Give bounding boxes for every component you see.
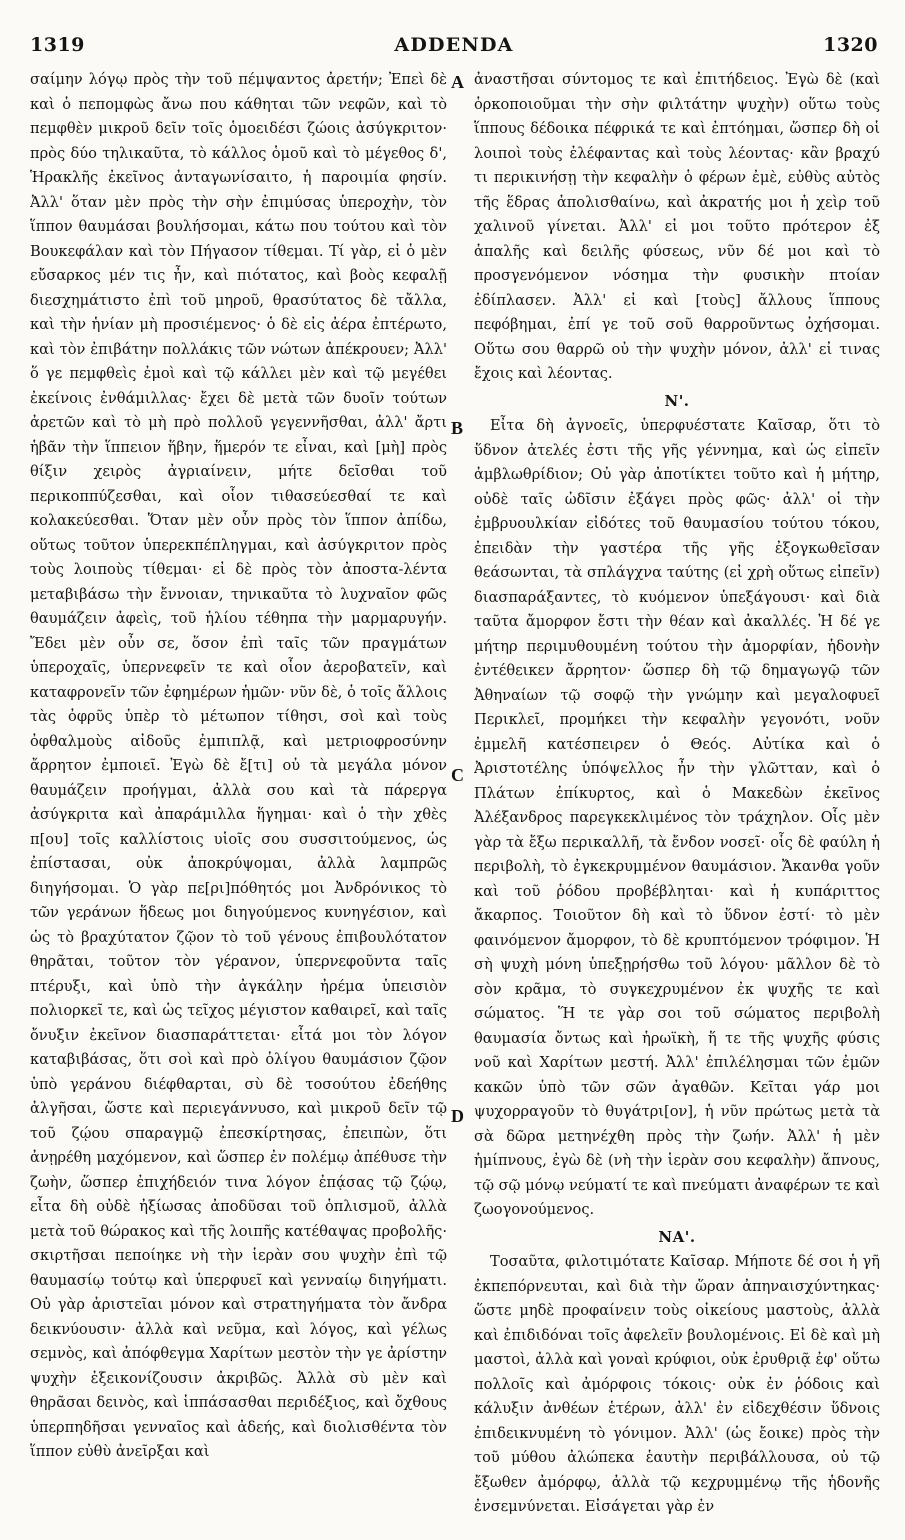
margin-letter-a: A [451, 72, 464, 92]
page-header [30, 34, 878, 60]
section-heading-na: ΝΑ'. [658, 1227, 696, 1246]
left-column [30, 68, 447, 1528]
page-number-right: 1320 [823, 34, 878, 56]
right-column [474, 68, 880, 1528]
page-number-left: 1319 [30, 34, 85, 56]
right-paragraph-2: Εἶτα δὴ ἀγνοεῖς, ὑπερφυέστατε Καῖσαρ, ὅτι τὸ ὕδνον ἀτελές ἐστι τῆς γῆς γέννημα, καὶ ὡς εἰπεῖν ἀμβλωθρίδιον; Οὐ γὰρ ἀποτίκτει τοῦτο καὶ ἡ μήτηρ, οὐδὲ ταῖς ὠδῖσιν ἐξάγει πρὸς φῶς· ἀλλ' οἱ τὴν ἐμβρυουλκίαν εἰδότες τοῦ θαυμασίου τούτου τόκου, ἐπειδὰν τὴν γαστέρα τῆς γῆς ἐξογκωθεῖσαν θεάσωνται, τὰ σπλάγχνα ταύτης (εἰ χρὴ οὕτως εἰπεῖν) διασπαράξαντες, τὸ κυόμενον ὑπεξάγουσι· καὶ διὰ ταῦτα ἄμορφον ἔστι τὴν θέαν καὶ ἀκαλλές. Ἡ δέ γε μήτηρ περιμυθουμένη τούτου τὴν ἀμορφίαν, ἡδονὴν ἐντέθεικεν ἄρρητον· ὥσπερ δὴ τῷ δημαγωγῷ τῶν Ἀθηναίων τῷ σοφῷ τὴν γνώμην καὶ μεγαλοφυεῖ Περικλεῖ, προμήκει τὴν κεφαλὴν γεγονότι, νοῦν ἐμμελῆ κατέσπειρεν ὁ Θεός. Αὐτίκα καὶ ὁ Ἀριστοτέλης ὑπόψελλος ἦν τὴν γλῶτταν, καὶ ὁ Πλάτων ἐπίκυρτος, καὶ ὁ Μακεδὼν ἐκεῖνος Ἀλέξανδρος παρεγκεκλιμένος τὸν τράχηλον. Οἷς μὲν γὰρ τὰ ἔξω περικαλλῆ, τὰ ἔνδον νοσεῖ· οἷς δὲ φαύλη ἡ περιβολὴ, τὸ ἐγκεκρυμμένον θαυμάσιον. Ἄκανθα γοῦν καὶ τοῦ ῥόδου προβέβληται· καὶ ἡ κυπάριττος ἄκαρπος. Τοιοῦτον δὴ καὶ τὸ ὕδνον ἐστί· τὸ μὲν φαινόμενον ἄμορφον, τὸ δὲ κρυπτόμενον τρόφιμον. Ἡ σὴ ψυχὴ μόνη ὑπεξῃρήσθω τοῦ λόγου· μᾶλλον δὲ τὸ σὸν κρᾶμα, τὸ συγκεχρυμένον ἐκ ψυχῆς τε καὶ σώματος. Ἥ τε γὰρ σοι τοῦ σώματος περιβολὴ θαυμασία ὄντως καὶ ἡρωϊκὴ, ἥ τε τῆς ψυχῆς φύσις νοῦ καὶ Χαρίτων μεστή. Ἀλλ' ἐπιλέλησμαι τῶν ἐμῶν κακῶν ὑπὸ τῶν σῶν ἀγαθῶν. Κεῖται γάρ μοι ψυχορραγοῦν τὸ θυγάτρι[ον], ἡ νῦν πρώτως μετὰ τὰ σὰ δῶρα μετηνέχθη πρὸς τὴν ζωήν. Ἀλλ' ἡ μὲν ἡμίπνους, ἐγὼ δὲ (νὴ τὴν ἱερὰν σου κεφαλὴν) ἄπνους, τῷ σῷ μόνῳ νεύματί τε καὶ πνεύματι ἀναφέρων τε καὶ ζωογονούμενος. [474, 417, 880, 1218]
margin-letter-c: C [451, 765, 464, 785]
right-paragraph-3: Τοσαῦτα, φιλοτιμότατε Καῖσαρ. Μήποτε δέ σοι ἡ γῆ ἐκπεπόρνευται, καὶ διὰ τὴν ὥραν ἀπηναισχύντηκας· ὥστε μηδὲ προφαίνειν τοὺς οἰκείους μαστοὺς, ἀλλὰ καὶ ἐπιδιδόναι τοῖς ἀφελεῖν βουλομένοις. Εἰ δὲ καὶ μὴ μαστοὶ, ἀλλὰ καὶ γοναὶ κρύφιοι, οὐκ ἐρυθριᾷ ἐφ' οὕτω πολλοῖς καὶ ἀμόρφοις τόκοις· οὐκ ἐν ῥόδοις καὶ κάλυξιν ἀνθέων ἑτέρων, ἀλλ' ἐν εἰδεχθέσιν ὕδνοις ἐπιδεικνυμένη τὸ γόνιμον. Ἀλλ' (ὡς ἔοικε) πρὸς τὴν τοῦ μύθου ἀλώπεκα ἑαυτὴν περιβάλλουσα, οὐ τῷ ἔξωθεν ἀμόρφῳ, ἀλλὰ τῷ κεχρυμμένῳ τῆς ἡδονῆς ἐνσεμνύνεται. Εἰσάγεται γὰρ ἐν [474, 1253, 880, 1515]
margin-letter-b: B [451, 418, 464, 438]
right-paragraph-1: ἀναστῆσαι σύντομος τε καὶ ἐπιτήδειος. Ἐγὼ δὲ (καὶ ὁρκοποιοῦμαι τὴν σὴν φιλτάτην ψυχὴν) οὕτω τοὺς ἵππους δέδοικα πέφρικά τε καὶ ἐπτόημαι, ὥσπερ δὴ οἱ λοιποὶ τοὺς ἐλέφαντας καὶ τοὺς λέοντας· κἂν βραχύ τι περικινήσῃ τὴν κεφαλὴν ὁ φέρων ἐμὲ, εὐθὺς αὐτὸς τῆς ἕδρας ἀπολισθαίνω, καὶ ἀκρατής μοι ἡ χεὶρ τοῦ χαλινοῦ γίνεται. Ἀλλ' εἰ μοι τοῦτο πρότερον ἐξ ἁπαλῆς καὶ δειλῆς φύσεως, νῦν δέ μοι καὶ τὸ προσγενόμενον νόσημα τὴν φυσικὴν πτοίαν ἐδίπλασεν. Ἀλλ' εἰ καὶ [τοὺς] ἄλλους ἵππους πεφόβημαι, ἐπί γε τοῦ σοῦ θαρροῦντως ὀχήσομαι. Οὕτω σου θαρρῶ οὐ τὴν ψυχὴν μόνον, ἀλλ' εἰ τινας ἔχοις καὶ λέοντας. [474, 71, 880, 382]
margin-letter-d: D [451, 1106, 464, 1126]
section-heading-n: Ν'. [664, 391, 690, 410]
left-paragraph: σαίμην λόγῳ πρὸς τὴν τοῦ πέμψαντος ἀρετήν; Ἐπεὶ δὲ καὶ ὁ πεπομφὼς ἄνω που κάθηται τῶν νεφῶν, καὶ τὸ πεμφθὲν μικροῦ δεῖν τοῖς ὁμοειδέσι ζώοις ἀσύγκριτον· πρὸς δύο τηλικαῦτα, τὸ κάλλος ὁμοῦ καὶ τὸ μέγεθος δ', Ἡρακλῆς ἐκεῖνος ἀνταγωνίσαιτο, ἡ παροιμία φησίν. Ἀλλ' ὅταν μὲν πρὸς τὴν σὴν ἐπιμύσας ὑπεροχὴν, τὸν ἵππον θαυμάσαι βουλήσομαι, κάτω που τούτου καὶ τὸν Βουκεφάλαν καὶ τὸν Πήγασον τίθεμαι. Τί γὰρ, εἰ ὁ μὲν εὔσαρκος μέν τις ἦν, καὶ πιότατος, καὶ βοὸς κεφαλῇ διεσχημάτιστο ἐπὶ τοῦ μηροῦ, θρασύτατος δὲ τἄλλα, καὶ τὴν ἡνίαν μὴ προσιέμενος· ὁ δὲ εἰς ἀέρα ἐπτέρωτο, καὶ τὸν ἐπιβάτην πολλάκις τῶν νώτων ἀπέκρουεν; Ἀλλ' ὅ γε πεμφθεὶς ἐμοὶ καὶ τῷ κάλλει μὲν καὶ τῷ μεγέθει ἐκείνοις ἐνθάμιλλας· ἔχει δὲ μετὰ τῶν δυοῖν τούτων ἀρετῶν καὶ τὸ μὴ πρὸ πολλοῦ γεγεννῆσθαι, ἀλλ' ἄρτι ἡβᾶν τὴν ἵππειον ἥβην, ἥμερόν τε εἶναι, καὶ [μὴ] πρὸς θίξιν χειρὸς ἀγριαίνειν, μήτε δεῖσθαι τοῦ περικοππύζεσθαι, καὶ οἷον τιθασεύεσθαί τε καὶ κολακεύεσθαι. Ὅταν μὲν οὖν πρὸς τὸν ἵππον ἀπίδω, οὕτως τοῦτον ὑπερεκπέπληγμαι, καὶ ἀσύγκριτον πρὸς τοὺς λοιποὺς τίθεμαι· εἰ δὲ πρὸς τὸν ἀποστα-λέντα μεταβιβάσω τὴν ἔννοιαν, τηνικαῦτα τὸ λυχναῖον φῶς θαυμάζειν ἀφεὶς, τοῦ ἡλίου τέθηπα τὴν μαρμαρυγήν. Ἔδει μὲν οὖν σε, ὅσον ἐπὶ ταῖς τῶν πραγμάτων ὑπεροχαῖς, ὑπερνεφεῖν τε καὶ οἷον ἀεροβατεῖν, καὶ καταφρονεῖν τῶν ἐφημέρων ἡμῶν· νῦν δὲ, ὁ τοῖς ἄλλοις τὰς ὀφρῦς ὑπὲρ τὸ μέτωπον τίθησι, σοὶ καὶ τοὺς ὀφθαλμοὺς αἰδοῦς ἐμπιπλᾷ, καὶ μετριοφροσύνην ἄρρητον ἐμποιεῖ. Ἐγὼ δὲ ἔ[τι] οὐ τὰ μεγάλα μόνον θαυμάζειν προήγμαι, ἀλλὰ σου καὶ τὰ πάρεργα ἀσύγκριτα καὶ ἀπαράμιλλα ἥγημαι· καὶ ὁ τὴν χθὲς π[ου] τοῖς καλλίστοις υἱοῖς σου συσσιτούμενος, ὡς ἐπίστασαι, οὐκ ἀποκρύψομαι, ἀλλὰ λαμπρῶς διηγήσομαι. Ὁ γὰρ πε[ρι]πόθητός μοι Ἀνδρόνικος τὸ τῶν γεράνων ἥδεως μοι διηγούμενος κυνηγέσιον, καὶ ὡς τὸ βραχύτατον ζῷον τὸ τοῦ γένους ἐπιβουλότατον θηρᾶται, τοῦτον τὸν γέρανον, ὑπερνεφοῦντα ταῖς πτέρυξι, καὶ ὑπὸ τὴν ἀγκάλην ἠρέμα ὑπεισιὸν πολιορκεῖ τε, καὶ ὡς τεῖχος μέγιστον καθαιρεῖ, καὶ ταῖς ὄνυξιν ἐκεῖνον διασπαράττεται· εἶτά μοι τὸν λόγον καταβιβάσας, ὅτι σοὶ καὶ πρὸ ὀλίγου θαυμάσιον ζῷον ὑπὸ γεράνου διέφθαρται, σὺ δὲ τοσούτου ἐδεήθης ἀλγῆσαι, ὥστε καὶ περιεγάννυσο, καὶ μικροῦ δεῖν τῷ τοῦ ζῴου σπαραγμῷ ἐπεσκίρτησας, ἐπειπὼν, ὅτι ἀνῃρέθη μαχόμενον, καὶ ὥσπερ ἐν πολέμῳ ἀπέθυσε τὴν ζωὴν, ὥσπερ ἐπιχήδειόν τινα λόγον ἐπᾴσας τῷ ζῴῳ, εἶτα δὴ οὐδὲ ἠξίωσας ἀποδῦσαι τοῦ ὁπλισμοῦ, ἀλλὰ μετὰ τοῦ θώρακος καὶ τῆς λοιπῆς κατέθαψας προβολῆς· σκιρτῆσαι πεποίηκε νὴ τὴν ἱερὰν σου ψυχὴν ἐπὶ τῷ θαυμασίῳ τούτῳ καὶ ὑπερφυεῖ καὶ γενναίῳ διηγήματι. Οὐ γὰρ ἀριστεῖαι μόνον καὶ στρατηγήματα τὸν ἄνδρα δεικνύουσιν· ἀλλὰ καὶ νεῦμα, καὶ λόγος, καὶ γέλως σεμνὸς, καὶ ἀπόφθεγμα Χαρίτων μεστὸν τὴν γε ἀρίστην ψυχὴν ἐξεικονίζουσιν ἀκριβῶς. Ἀλλὰ σὺ μὲν καὶ θηρᾶσαι δεινὸς, καὶ ἱππάσασθαι περιδέξιος, καὶ ὄχθους ὑπερπηδῆσαι γενναῖος καὶ ἀδεής, καὶ διολισθέντα τὸν ἵππον εὐθὺ ἀνεῖρξαι καὶ [30, 71, 447, 1460]
running-title: ADDENDA [394, 34, 514, 56]
